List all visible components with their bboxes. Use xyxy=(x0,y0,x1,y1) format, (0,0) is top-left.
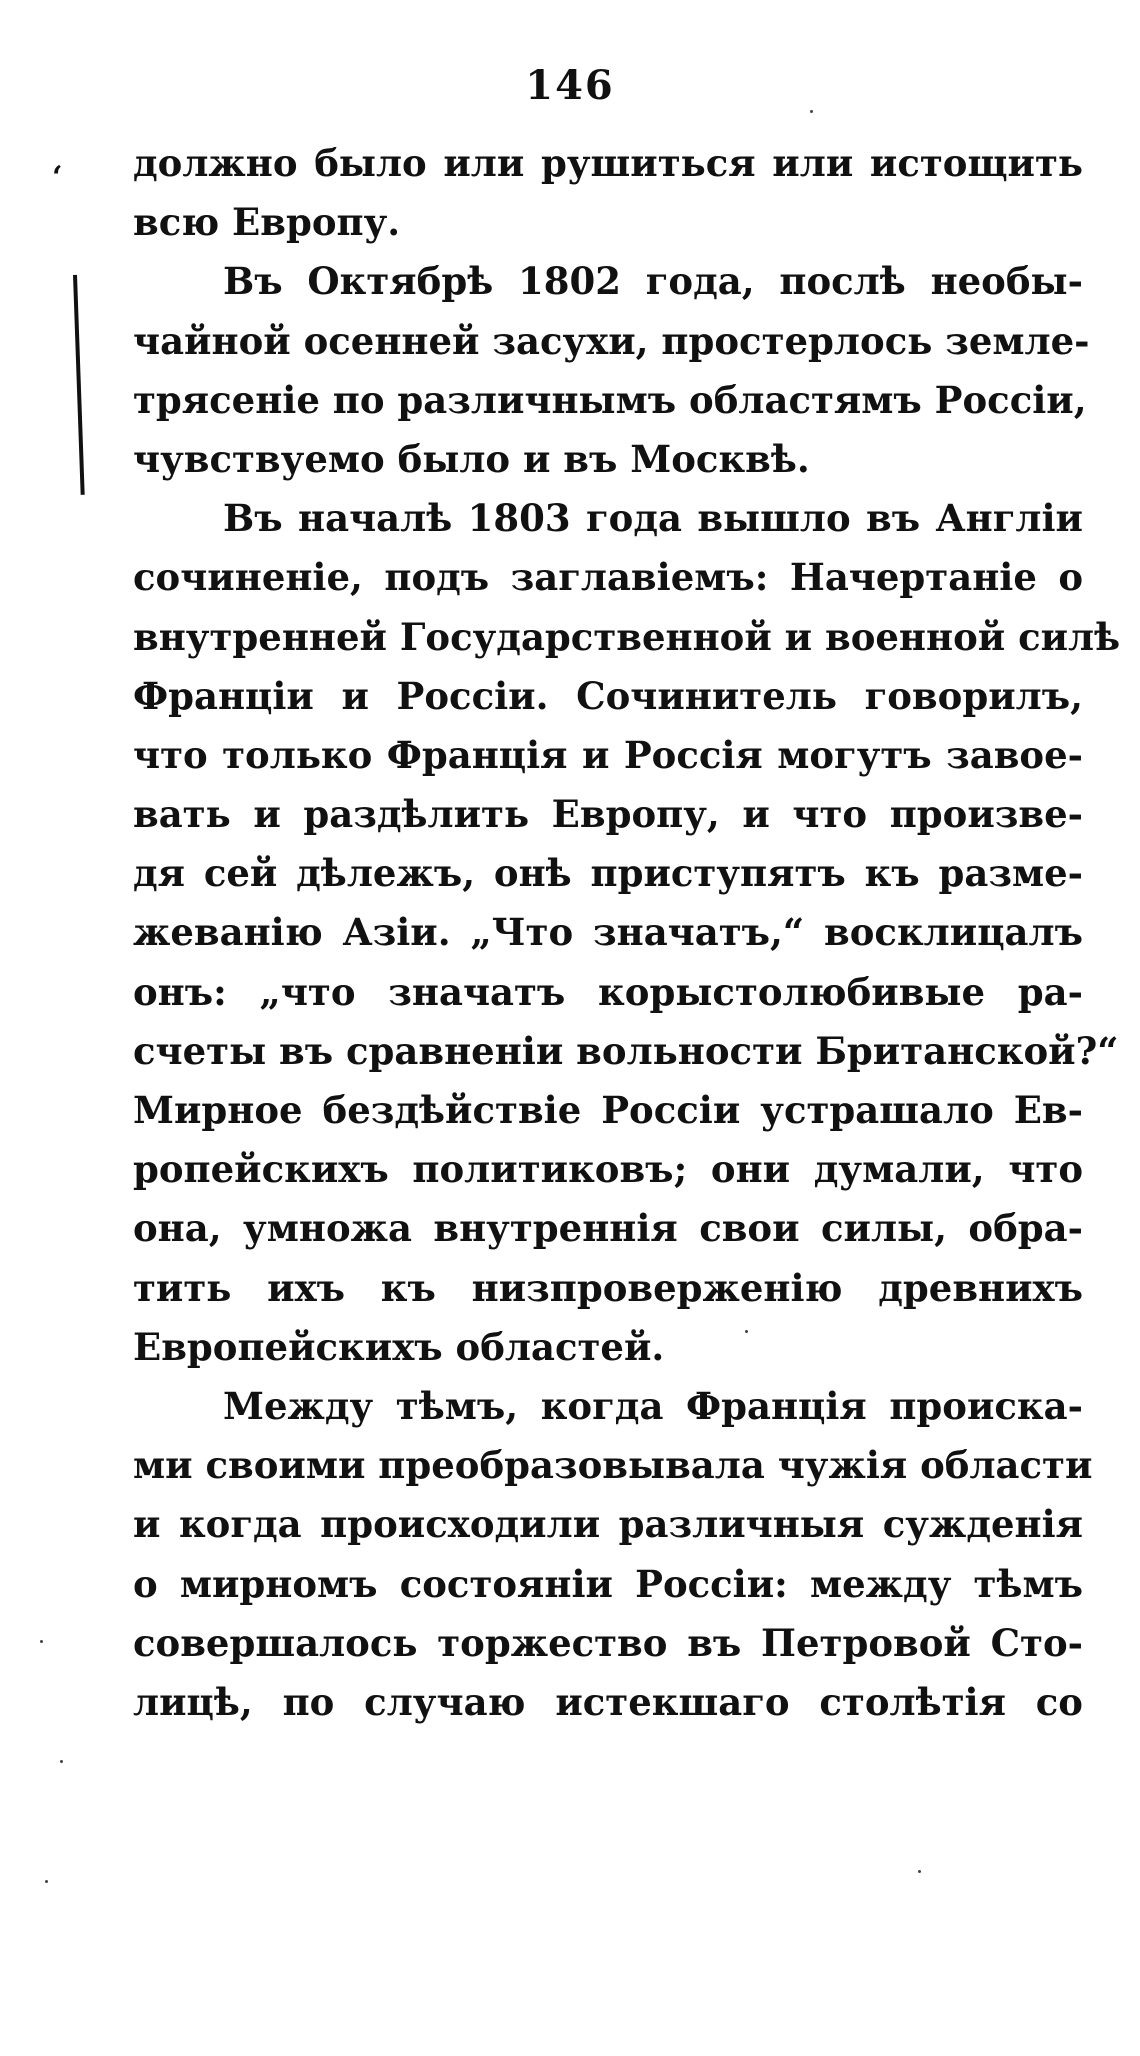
text-line: внутренней Государственной и военной силѣ xyxy=(133,614,1121,659)
text-line: что только Франція и Россія могутъ завое- xyxy=(133,732,1083,777)
text-line: Въ началѣ 1803 года вышло въ Англіи xyxy=(223,496,1083,541)
margin-bar-mark xyxy=(73,275,85,495)
scan-speck xyxy=(745,1330,748,1333)
text-line: совершалось торжество въ Петровой Сто- xyxy=(133,1620,1083,1665)
text-line: сочиненіе, подъ заглавіемъ: Начертаніе о xyxy=(133,555,1083,600)
text-line: жеванію Азіи. „Что значатъ,“ восклицалъ xyxy=(133,910,1083,955)
text-line: чувствуемо было и въ Москвѣ. xyxy=(133,436,810,481)
text-line: ропейскихъ политиковъ; они думали, что xyxy=(133,1147,1083,1192)
scan-speck xyxy=(60,1760,63,1763)
text-line: дя сей дѣлежъ, онѣ приступятъ къ разме- xyxy=(133,851,1083,896)
scan-speck xyxy=(40,1640,43,1643)
text-line: ми своими преобразовывала чужія области xyxy=(133,1443,1093,1488)
text-line: тить ихъ къ низпроверженію древнихъ xyxy=(133,1265,1083,1310)
page-number: 146 xyxy=(525,62,615,109)
text-line: онъ: „что значатъ корыстолюбивые ра- xyxy=(133,969,1083,1014)
text-line: лицѣ, по случаю истекшаго столѣтія со xyxy=(133,1679,1083,1724)
margin-mark: ‘ xyxy=(52,160,63,195)
text-line: и когда происходили различныя сужденія xyxy=(133,1502,1083,1547)
text-line: трясеніе по различнымъ областямъ Россіи, xyxy=(133,377,1087,422)
text-line: она, умножа внутреннія свои силы, обра- xyxy=(133,1206,1083,1251)
scan-speck xyxy=(810,110,813,113)
text-line: вать и раздѣлить Европу, и что произве- xyxy=(133,792,1083,837)
text-line: Европейскихъ областей. xyxy=(133,1324,665,1369)
scan-speck xyxy=(45,1880,48,1883)
text-line: о мирномъ состояніи Россіи: между тѣмъ xyxy=(133,1561,1083,1606)
text-line: Между тѣмъ, когда Франція происка- xyxy=(223,1383,1083,1428)
text-line: всю Европу. xyxy=(133,200,401,245)
text-line: счеты въ сравненіи вольности Британской?“ xyxy=(133,1028,1119,1073)
text-line: Мирное бездѣйствіе Россіи устрашало Ев- xyxy=(133,1088,1083,1132)
text-line: должно было или рушиться или истощить xyxy=(133,141,1083,185)
scan-speck xyxy=(918,1870,921,1873)
body-text xyxy=(133,134,1121,1732)
text-line: Въ Октябрѣ 1802 года, послѣ необы- xyxy=(223,259,1083,304)
text-line: Франціи и Россіи. Сочинитель говорилъ, xyxy=(133,673,1083,718)
text-line: чайной осенней засухи, простерлось земле- xyxy=(133,318,1090,363)
